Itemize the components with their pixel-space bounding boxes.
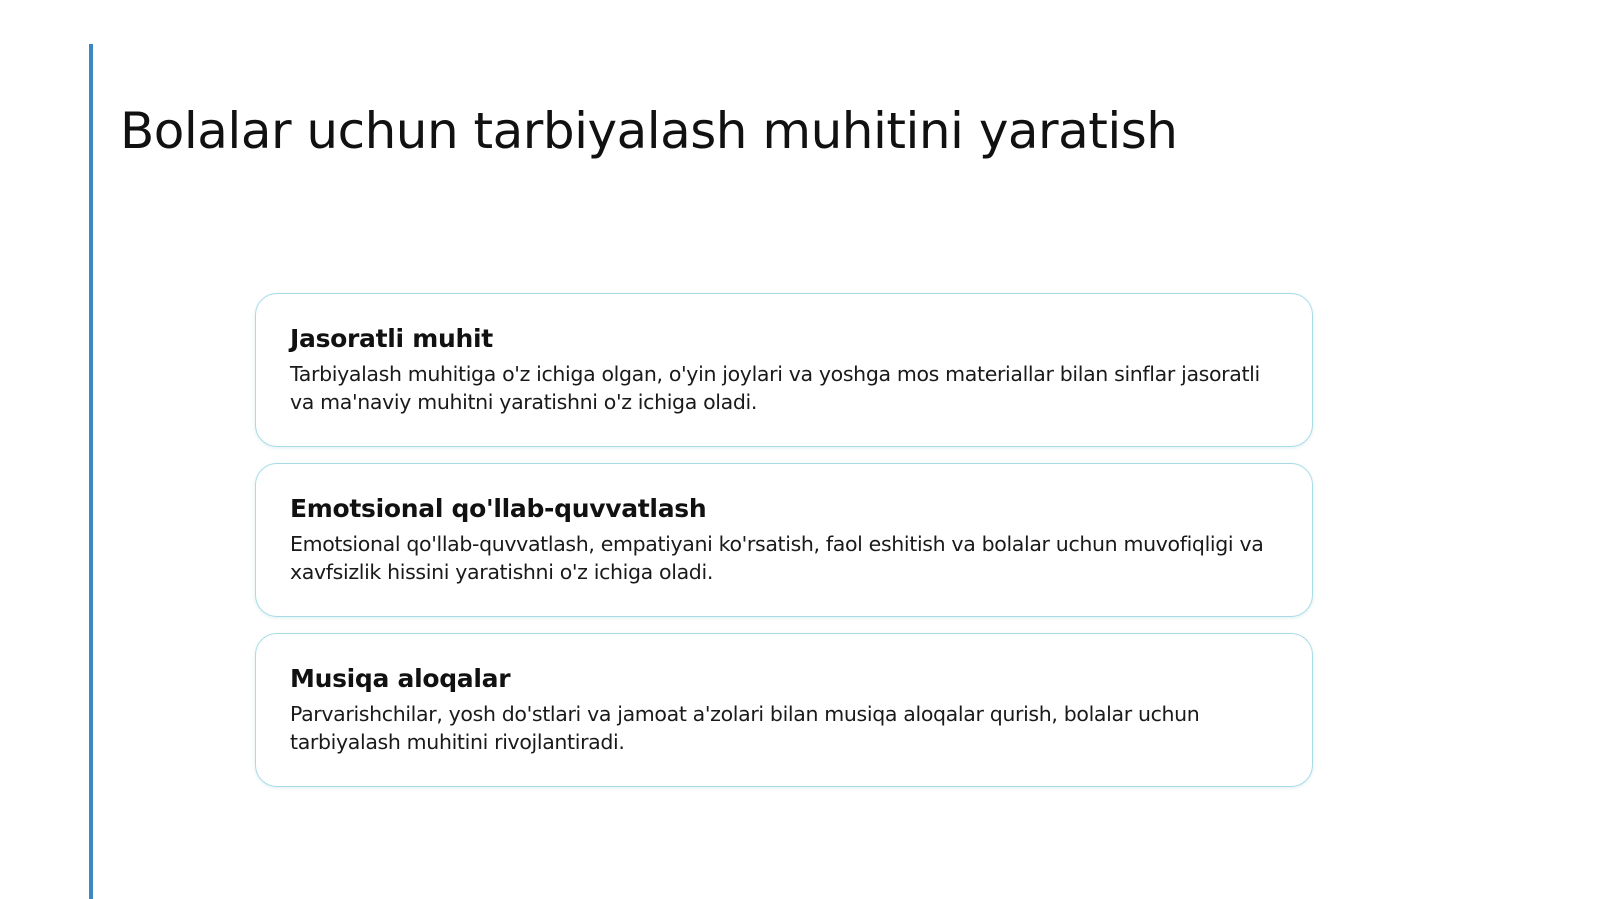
card-body: Tarbiyalash muhitiga o'z ichiga olgan, o'yin joylari va yoshga mos materiallar bilan sinflar jasoratli va ma'naviy muhitni yaratishni o'z ichiga oladi. (290, 362, 1260, 414)
slide-title: Bolalar uchun tarbiyalash muhitini yaratish (120, 102, 1178, 160)
card-body: Emotsional qo'llab-quvvatlash, empatiyani ko'rsatish, faol eshitish va bolalar uchun muvofiqligi va xavfsizlik hissini yaratishni o'z ichiga oladi. (290, 532, 1264, 584)
card-heading: Emotsional qo'llab-quvvatlash (290, 494, 707, 523)
card-list (255, 293, 1313, 803)
accent-rule (89, 44, 93, 899)
card-heading: Jasoratli muhit (290, 324, 493, 353)
card-musiqa-aloqalar (255, 633, 1313, 787)
card-jasoratli-muhit (255, 293, 1313, 447)
card-body: Parvarishchilar, yosh do'stlari va jamoat a'zolari bilan musiqa aloqalar qurish, bolalar uchun tarbiyalash muhitini rivojlantiradi. (290, 702, 1200, 754)
card-heading: Musiqa aloqalar (290, 664, 511, 693)
card-emotsional-qollab-quvvatlash (255, 463, 1313, 617)
